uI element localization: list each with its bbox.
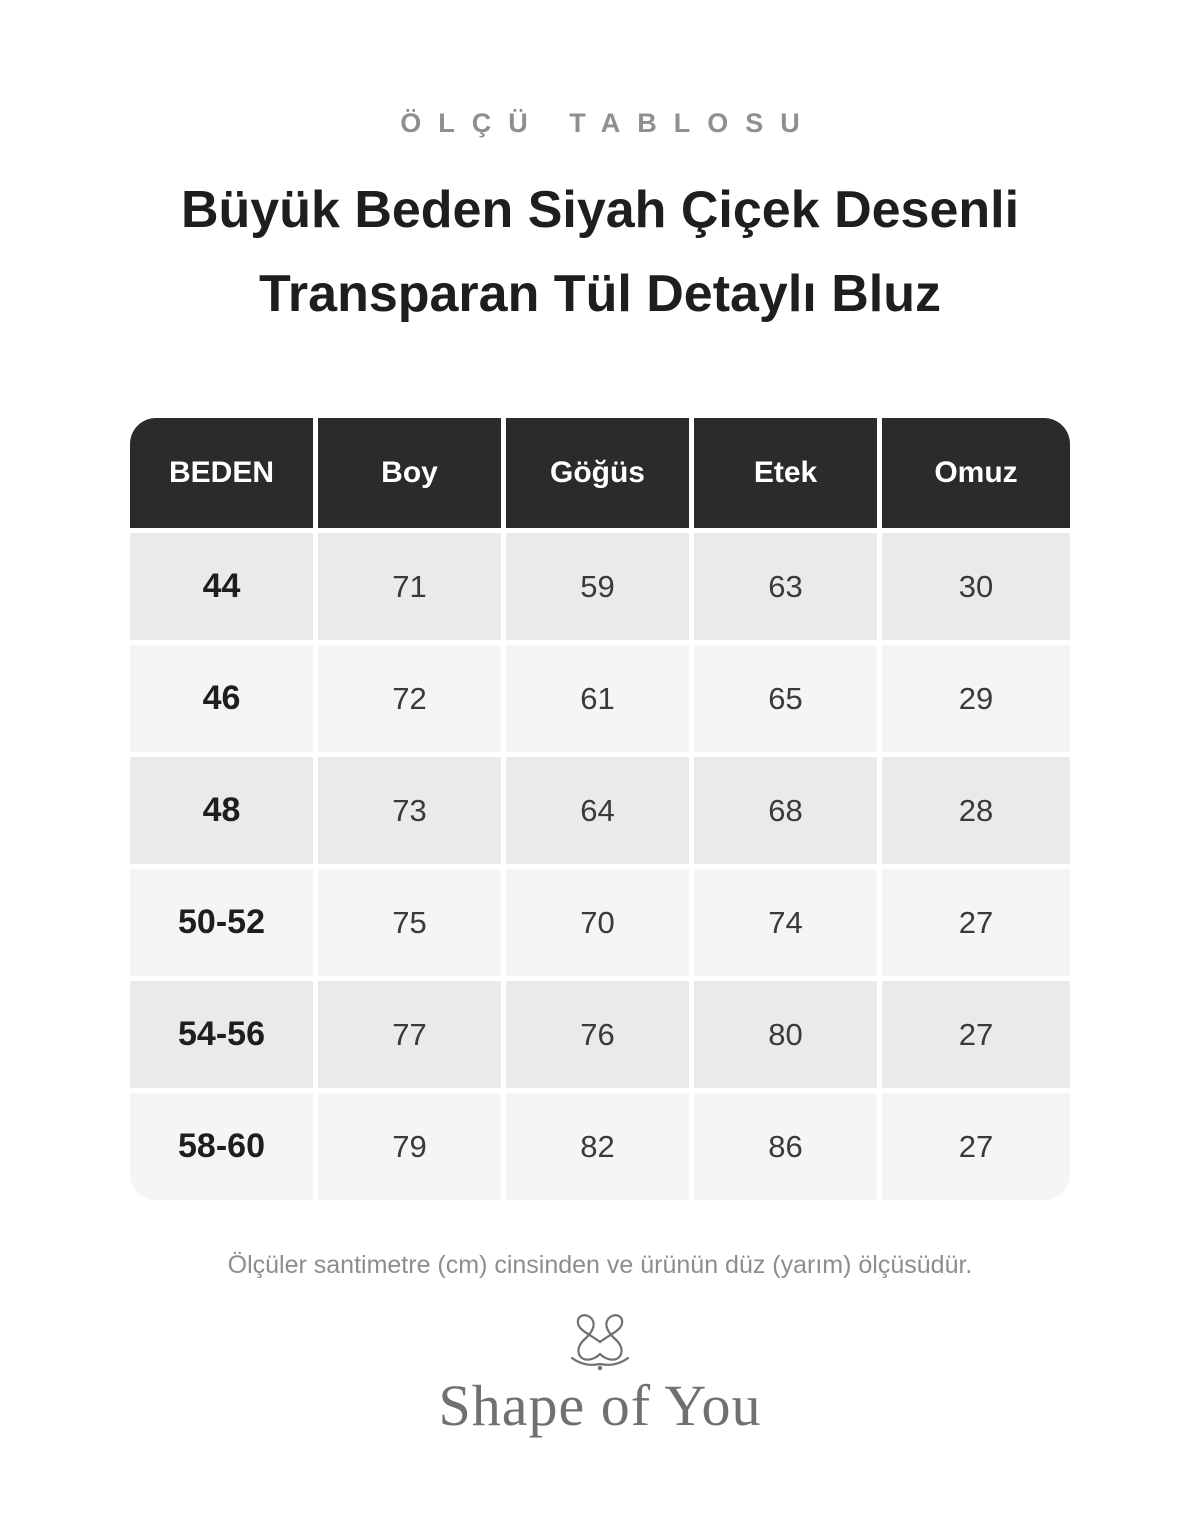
shoulder-cell: 27: [882, 869, 1070, 981]
table-row: [130, 757, 1070, 869]
chest-cell: 59: [506, 533, 694, 645]
column-header-length: Boy: [318, 418, 506, 533]
length-cell: 77: [318, 981, 506, 1093]
chest-cell: 64: [506, 757, 694, 869]
column-header-chest: Göğüs: [506, 418, 694, 533]
length-cell: 79: [318, 1093, 506, 1200]
length-cell: 73: [318, 757, 506, 869]
measurement-note: Ölçüler santimetre (cm) cinsinden ve ürünün düz (yarım) ölçüsüdür.: [227, 1251, 973, 1279]
table-row: [130, 533, 1070, 645]
size-cell: 54-56: [130, 981, 318, 1093]
table-row: [130, 869, 1070, 981]
chest-cell: 76: [506, 981, 694, 1093]
table-row: [130, 645, 1070, 757]
shoulder-cell: 27: [882, 981, 1070, 1093]
double-heart-logo-icon: [566, 1312, 634, 1372]
shoulder-cell: 29: [882, 645, 1070, 757]
size-cell: 50-52: [130, 869, 318, 981]
size-cell: 58-60: [130, 1093, 318, 1200]
product-title: [0, 168, 1200, 336]
column-header-shoulder: Omuz: [882, 418, 1070, 533]
length-cell: 71: [318, 533, 506, 645]
table-header-row: [130, 418, 1070, 533]
shoulder-cell: 27: [882, 1093, 1070, 1200]
hem-cell: 86: [694, 1093, 882, 1200]
hem-cell: 74: [694, 869, 882, 981]
product-title-line-2: Transparan Tül Detaylı Bluz: [259, 265, 941, 323]
column-header-size: BEDEN: [130, 418, 318, 533]
table-row: [130, 1093, 1070, 1200]
size-cell: 48: [130, 757, 318, 869]
table-row: [130, 981, 1070, 1093]
hem-cell: 63: [694, 533, 882, 645]
chest-cell: 82: [506, 1093, 694, 1200]
length-cell: 75: [318, 869, 506, 981]
length-cell: 72: [318, 645, 506, 757]
product-title-line-1: Büyük Beden Siyah Çiçek Desenli: [180, 181, 1020, 239]
size-cell: 44: [130, 533, 318, 645]
chart-eyebrow: ÖLÇÜ TABLOSU: [400, 108, 817, 138]
column-header-hem: Etek: [694, 418, 882, 533]
size-chart-table: [130, 418, 1070, 1200]
hem-cell: 68: [694, 757, 882, 869]
brand-name: Shape of You: [438, 1373, 762, 1438]
shoulder-cell: 30: [882, 533, 1070, 645]
size-cell: 46: [130, 645, 318, 757]
chest-cell: 61: [506, 645, 694, 757]
hem-cell: 80: [694, 981, 882, 1093]
chest-cell: 70: [506, 869, 694, 981]
shoulder-cell: 28: [882, 757, 1070, 869]
hem-cell: 65: [694, 645, 882, 757]
